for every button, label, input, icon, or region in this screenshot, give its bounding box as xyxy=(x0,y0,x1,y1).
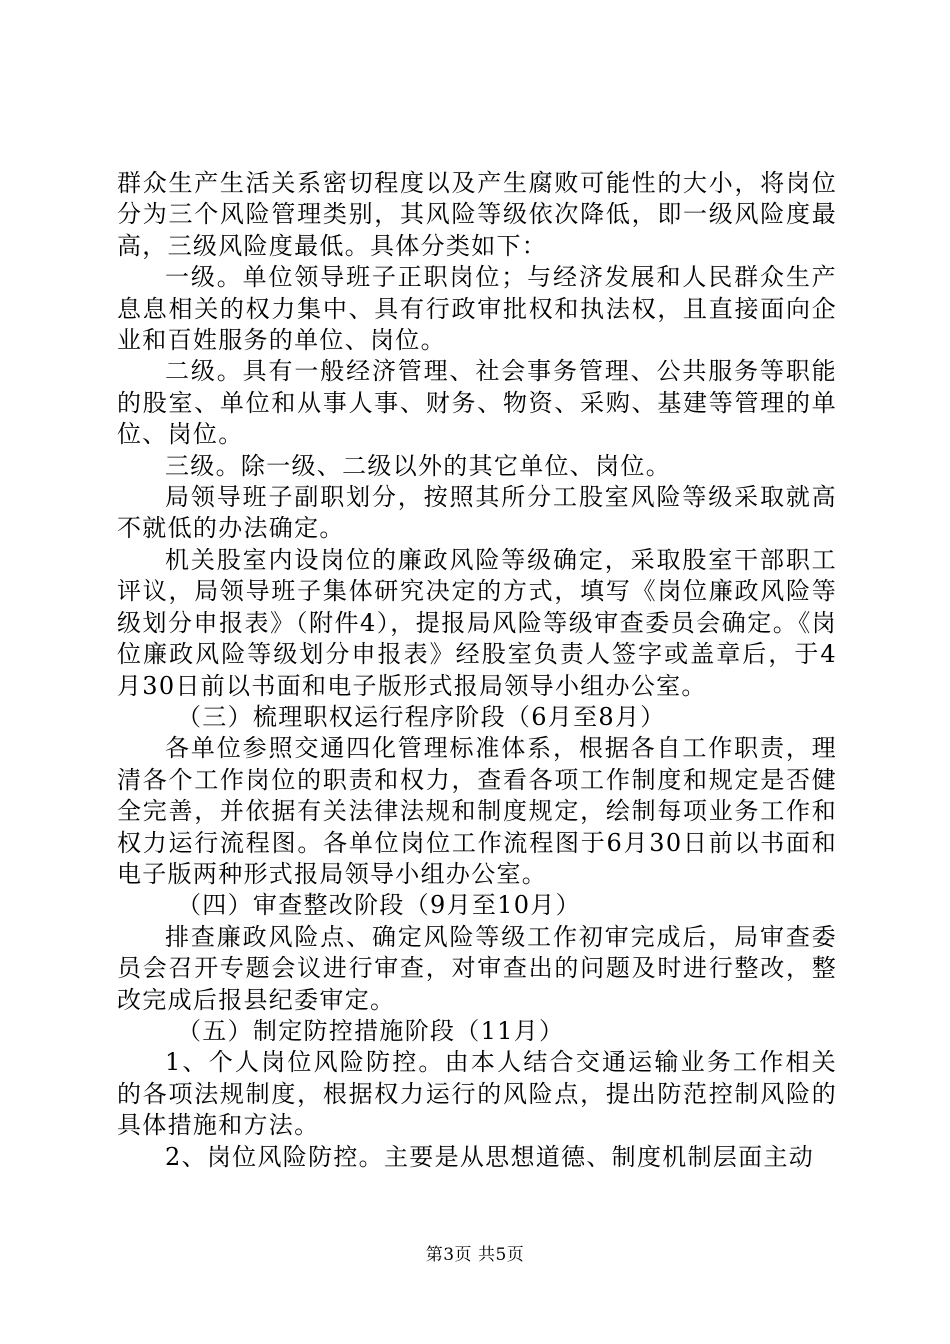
paragraph-audit: 排查廉政风险点、确定风险等级工作初审完成后，局审查委员会召开专题会议进行审查，对审查出的问题及时进行整改，整改完成后报县纪委审定。 xyxy=(117,922,837,1014)
paragraph-internal-posts: 机关股室内设岗位的廉政风险等级确定，采取股室干部职工评议，局领导班子集体研究决定的方式，填写《岗位廉政风险等级划分申报表》（附件4），提报局风险等级审查委员会确定。《岗位廉政风险等级划分申报表》经股室负责人签字或盖章后，于4月30日前以书面和电子版形式报局领导小组办公室。 xyxy=(117,545,837,700)
section-heading-5: （五）制定防控措施阶段（11月） xyxy=(177,1016,565,1045)
section-heading-4: （四）审查整改阶段（9月至10月） xyxy=(177,891,581,920)
paragraph-1: 群众生产生活关系密切程度以及产生腐败可能性的大小，将岗位分为三个风险管理类别，其风险等级依次降低，即一级风险度最高，三级风险度最低。具体分类如下： xyxy=(117,169,837,260)
paragraph-level-two: 二级。具有一般经济管理、社会事务管理、公共服务等职能的股室、单位和从事人事、财务、物资、采购、基建等管理的单位、岗位。 xyxy=(117,357,837,449)
section-heading-3: （三）梳理职权运行程序阶段（6月至8月） xyxy=(177,702,666,731)
paragraph-process-review: 各单位参照交通四化管理标准体系，根据各自工作职责，理清各个工作岗位的职责和权力，查看各项工作制度和规定是否健全完善，并依据有关法律法规和制度规定，绘制每项业务工作和权力运行流程图。各单位岗位工作流程图于6月30日前以书面和电子版两种形式报局领导小组办公室。 xyxy=(117,734,837,888)
paragraph-deputy-rule: 局领导班子副职划分，按照其所分工股室风险等级采取就高不就低的办法确定。 xyxy=(117,483,837,543)
document-body xyxy=(117,168,837,1173)
paragraph-post-control: 2、岗位风险防控。主要是从思想道德、制度机制层面主动 xyxy=(165,1142,815,1171)
page-number-footer: 第3页 共5页 xyxy=(425,1245,525,1265)
paragraph-level-one: 一级。单位领导班子正职岗位；与经济发展和人民群众生产息息相关的权力集中、具有行政审批权和执法权，且直接面向企业和百姓服务的单位、岗位。 xyxy=(117,263,837,355)
paragraph-personal-control: 1、个人岗位风险防控。由本人结合交通运输业务工作相关的各项法规制度，根据权力运行的风险点，提出防范控制风险的具体措施和方法。 xyxy=(117,1048,837,1140)
paragraph-level-three: 三级。除一级、二级以外的其它单位、岗位。 xyxy=(165,451,671,480)
